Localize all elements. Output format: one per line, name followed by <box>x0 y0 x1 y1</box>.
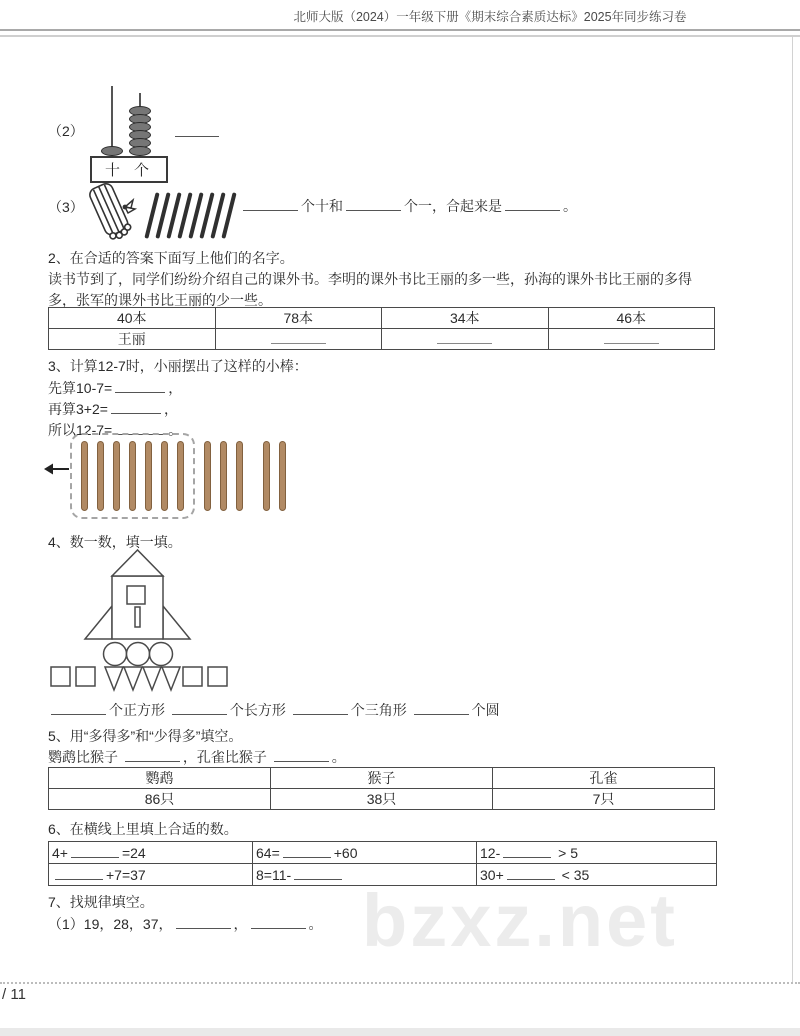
stickb <box>204 441 211 511</box>
table-row <box>49 768 715 789</box>
page-right-border <box>792 37 793 984</box>
q7-sequence-text: （1）19，28，37， <box>48 916 173 932</box>
answer-blank <box>115 380 165 393</box>
q2-count-cell: 46本 <box>548 308 715 329</box>
item3-label: （3） <box>48 199 84 215</box>
q6-equation-cell <box>49 864 253 886</box>
q3-step1-text: 先算10-7= <box>48 380 113 396</box>
answer-blank <box>172 702 227 715</box>
q5-table <box>48 767 715 810</box>
abacus-tens-label: 十 <box>105 162 121 179</box>
item2-label: （2） <box>48 123 84 139</box>
watermark: bzxz.net <box>362 879 678 962</box>
q6-title: 6、在横线上里填上合适的数。 <box>48 821 238 837</box>
q7-period: 。 <box>308 916 323 932</box>
q4-text-3: 个三角形 <box>350 702 407 718</box>
q4-answer-line <box>48 700 500 720</box>
q3-step2-comma: ， <box>163 401 178 417</box>
stickb <box>113 441 120 511</box>
table-row <box>49 308 715 329</box>
answer-blank <box>294 867 342 880</box>
answer-blank <box>71 845 119 858</box>
q7-sequence-line <box>48 914 323 934</box>
table-row <box>49 789 715 810</box>
q3-step2 <box>48 399 178 419</box>
abacus-tens-beads <box>101 86 123 156</box>
q5-animal-cell: 鹦鹉 <box>49 768 271 789</box>
answer-blank <box>51 702 106 715</box>
rocket-left-fin <box>85 606 112 639</box>
q3-step3-text: 所以12-7= <box>48 422 113 438</box>
header-divider <box>0 29 800 37</box>
q3-step2-text: 再算3+2= <box>48 401 108 417</box>
answer-blank <box>503 845 551 858</box>
rocket-window <box>127 586 145 604</box>
equation-text: +7=37 <box>106 866 146 883</box>
stickb <box>236 441 243 511</box>
q6-equation-cell <box>477 842 717 864</box>
q5-count-cell: 7只 <box>493 789 715 810</box>
answer-blank <box>125 749 180 762</box>
stickb <box>177 441 184 511</box>
answer-blank <box>604 335 659 344</box>
answer-blank <box>293 702 348 715</box>
q3-title: 3、计算12-7时，小丽摆出了这样的小棒： <box>48 358 308 374</box>
item3-text-3: 。 <box>563 198 577 214</box>
q4-text-2: 个长方形 <box>229 702 286 718</box>
answer-blank <box>271 335 326 344</box>
stick-bundle-figure <box>78 180 142 244</box>
equation-text: 30+ <box>480 866 504 883</box>
abacus-ones-beads <box>129 93 151 156</box>
q5-title: 5、用“多得多”和“少得多”填空。 <box>48 728 243 744</box>
bead <box>129 146 151 156</box>
equation-text: < 35 <box>557 866 590 883</box>
equation-text: > 5 <box>554 844 578 861</box>
stickb <box>263 441 270 511</box>
item3-text-2: 个一，合起来是 <box>404 198 502 214</box>
abacus-figure <box>90 79 172 183</box>
q7-comma: ， <box>233 916 248 932</box>
q5-animal-cell: 孔雀 <box>493 768 715 789</box>
answer-blank <box>176 916 231 929</box>
equation-text: 64= <box>256 844 280 861</box>
abacus-ones-label: 个 <box>134 162 150 179</box>
q2-answer-cell <box>382 329 549 350</box>
q3-step3-period: 。 <box>168 422 183 438</box>
q2-title: 2、在合适的答案下面写上他们的名字。 <box>48 250 294 266</box>
stickb <box>279 441 286 511</box>
q6-equation-cell <box>49 842 253 864</box>
abacus-base-box <box>90 156 168 183</box>
q2-count-cell: 40本 <box>49 308 216 329</box>
stickb <box>145 441 152 511</box>
rocket-door <box>135 607 140 627</box>
answer-blank <box>55 867 103 880</box>
stickb <box>97 441 104 511</box>
stickb <box>220 441 227 511</box>
q5-animal-cell: 猴子 <box>271 768 493 789</box>
q3-step1-comma: ， <box>168 380 183 396</box>
q3-takeaway-sticks-group <box>70 433 195 519</box>
q5-text-3: 。 <box>331 749 346 765</box>
q5-sentence <box>48 747 346 767</box>
q2-name-cell: 王丽 <box>49 329 216 350</box>
equation-text: 12- <box>480 844 501 861</box>
rocket-nose <box>112 550 163 576</box>
q2-paragraph: 读书节到了，同学们纷纷介绍自己的课外书。李明的课外书比王丽的多一些，孙海的课外书比王丽的多得多，张军的课外书比王丽的少一些。 <box>48 271 692 308</box>
equation-text: =24 <box>121 844 146 861</box>
table-row <box>49 842 717 864</box>
answer-blank <box>283 845 331 858</box>
loose-sticks-figure <box>150 189 231 241</box>
q4-text-4: 个圆 <box>471 702 500 718</box>
q5-count-cell: 86只 <box>49 789 271 810</box>
left-arrow-icon <box>44 462 70 476</box>
answer-blank <box>175 122 219 137</box>
q2-answer-cell <box>548 329 715 350</box>
answer-blank <box>437 335 492 344</box>
q5-text-2: ，孔雀比猴子 <box>182 749 267 765</box>
q2-count-cell: 78本 <box>215 308 382 329</box>
rocket-right-fin <box>163 606 190 639</box>
footer-divider <box>0 982 800 984</box>
answer-blank <box>414 702 469 715</box>
page-title: 北师大版（2024）一年级下册《期末综合素质达标》2025年同步练习卷 <box>293 10 687 24</box>
q3-step1 <box>48 378 182 398</box>
q4-text-1: 个正方形 <box>109 702 165 718</box>
item3-sentence <box>240 196 577 216</box>
equation-text: +60 <box>333 844 358 861</box>
q2-count-cell: 34本 <box>382 308 549 329</box>
answer-blank <box>251 916 306 929</box>
q5-text-1: 鹦鹉比猴子 <box>48 749 118 765</box>
q6-equation-cell <box>253 842 477 864</box>
page-number: / 11 <box>2 986 26 1003</box>
q2-answer-cell <box>215 329 382 350</box>
q3-extra-sticks <box>263 441 286 511</box>
answer-blank <box>505 198 560 211</box>
answer-blank <box>274 749 329 762</box>
stickb <box>129 441 136 511</box>
q5-count-cell: 38只 <box>271 789 493 810</box>
equation-text: 8=11- <box>256 866 292 883</box>
stickb <box>81 441 88 511</box>
stickb <box>161 441 168 511</box>
bead <box>101 146 123 156</box>
answer-blank <box>111 401 161 414</box>
q7-title: 7、找规律填空。 <box>48 894 154 910</box>
table-row <box>49 329 715 350</box>
item3-text-1: 个十和 <box>301 198 343 214</box>
q4-title: 4、数一数，填一填。 <box>48 534 182 550</box>
answer-blank <box>243 198 298 211</box>
answer-blank <box>346 198 401 211</box>
q3-remaining-sticks <box>204 441 243 511</box>
viewer-bottom-bar <box>0 1028 800 1036</box>
equation-text: 4+ <box>52 844 68 861</box>
rocket-shapes-figure <box>48 548 243 694</box>
q2-table <box>48 307 715 350</box>
